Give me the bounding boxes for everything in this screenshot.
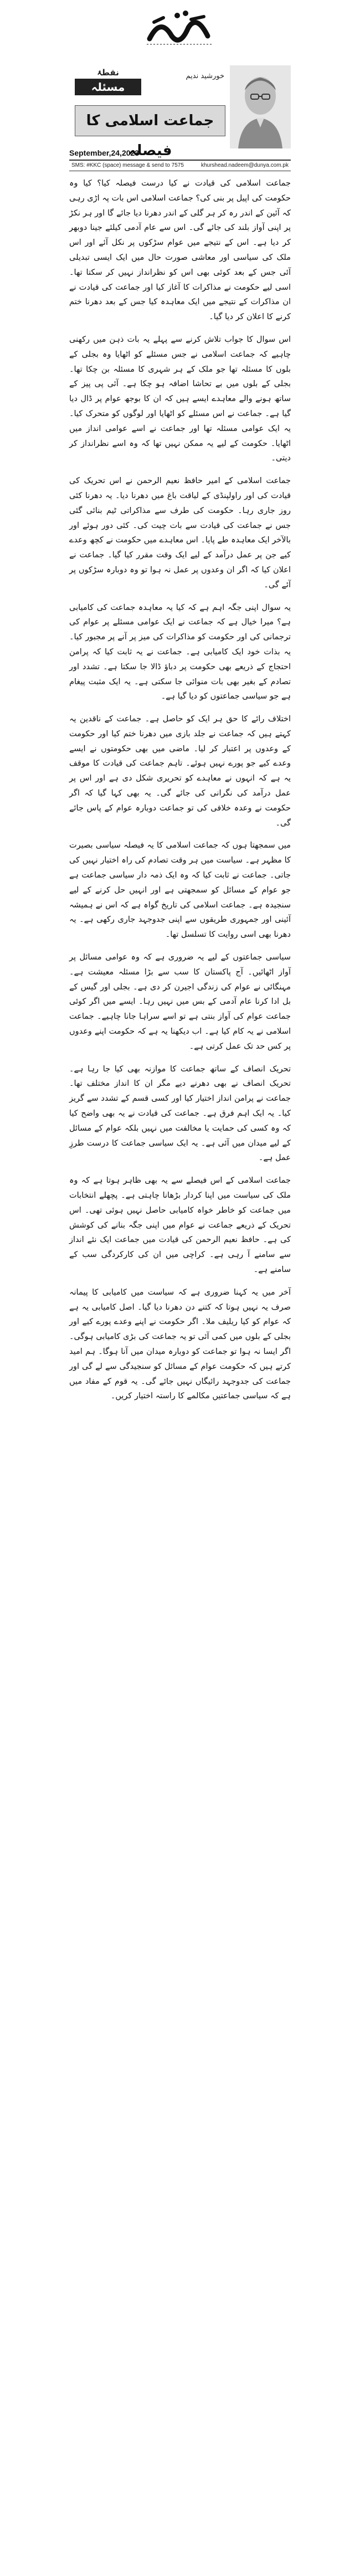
newspaper-logo <box>138 6 222 66</box>
author-photo <box>230 65 291 148</box>
column-headline: جماعت اسلامی کا فیصلہ <box>86 112 214 159</box>
article-paragraph: اس سوال کا جواب تلاش کرنے سے پہلے یہ بات ذہن میں رکھنی چاہیے کہ جماعت اسلامی نے جس مسئلے کو اٹھایا وہ بجلی کے بلوں کا مسئلہ تھا جو ملک کے ہر شہری کا مسئلہ بن چکا تھا۔ بجلی کے بلوں میں بے تحاشا اضافہ ہو چکا ہے۔ آئی پی پیز کے ساتھ ہونے والے معاہدے ایسے ہیں کہ ان کا بوجھ عوام پر ڈال دیا گیا ہے۔ جماعت نے اس مسئلے کو اٹھایا اور لوگوں کو متحرک کیا۔ یہ ایک عوامی مسئلہ تھا اور جماعت نے اسے عوامی انداز میں اٹھایا۔ حکومت کے لیے یہ ممکن نہیں تھا کہ وہ اسے نظرانداز کر دیتی۔ <box>69 335 291 463</box>
column-badge-title: مسئلہ <box>75 79 141 95</box>
article-paragraph: آخر میں یہ کہنا ضروری ہے کہ سیاست میں کامیابی کا پیمانہ صرف یہ نہیں ہوتا کہ کتنے دن دھرنا دیا گیا۔ اصل کامیابی یہ ہے کہ عوام کو کیا ریلیف ملا۔ اگر حکومت نے اپنے وعدے پورے کیے اور بجلی کے بلوں میں کمی آئی تو یہ جماعت کی بڑی کامیابی ہوگی۔ اگر ایسا نہ ہوا تو جماعت کو دوبارہ میدان میں آنا ہوگا۔ ہم امید کرتے ہیں کہ حکومت عوام کے مسائل کو سنجیدگی سے لے گی اور جماعت کی جدوجہد رائیگاں نہیں جائے گی۔ یہ قوم کے مفاد میں ہے کہ سیاسی جماعتیں مکالمے کا راستہ اختیار کریں۔ <box>69 1287 291 1401</box>
logo-graphic <box>138 6 222 66</box>
contact-strip <box>69 160 291 171</box>
sms-instructions: SMS: #KKC (space) message & send to 7575 <box>71 162 184 168</box>
article-paragraph: یہ سوال اپنی جگہ اہم ہے کہ کیا یہ معاہدہ جماعت کی کامیابی ہے؟ میرا خیال ہے کہ جماعت نے ایک عوامی مسئلے پر عوام کی ترجمانی کی اور حکومت کو مذاکرات کی میز پر آنے پر مجبور کیا۔ یہ بذات خود ایک کامیابی ہے۔ جماعت نے یہ ثابت کیا کہ پرامن احتجاج کے ذریعے بھی حکومت پر دباؤ ڈالا جا سکتا ہے۔ تشدد اور تصادم کے بغیر بھی بات منوائی جا سکتی ہے۔ یہ ایک مثبت پیغام ہے جو سیاسی جماعتوں کو دیا گیا ہے۔ <box>69 603 291 701</box>
author-name: خورشید ندیم <box>186 72 224 80</box>
article-paragraph: جماعت اسلامی کے امیر حافظ نعیم الرحمن نے اس تحریک کی قیادت کی اور راولپنڈی کے لیاقت باغ میں دھرنا دیا۔ یہ دھرنا کئی روز جاری رہا۔ حکومت کی طرف سے مذاکراتی ٹیم بنائی گئی جس نے جماعت کی قیادت سے بات چیت کی۔ کئی دور ہوئے اور بالآخر ایک معاہدہ طے پایا۔ اس معاہدے میں حکومت نے کچھ وعدے کیے جن پر عمل درآمد کے لیے ایک وقت مقرر کیا گیا۔ جماعت نے اعلان کیا کہ اگر ان وعدوں پر عمل نہ ہوا تو وہ دوبارہ سڑکوں پر آئے گی۔ <box>69 476 291 589</box>
article-body <box>69 176 291 1412</box>
publish-date: September,24,2023 <box>69 148 140 157</box>
author-email: khurshead.nadeem@dunya.com.pk <box>200 162 289 168</box>
article-paragraph: سیاسی جماعتوں کے لیے یہ ضروری ہے کہ وہ عوامی مسائل پر آواز اٹھائیں۔ آج پاکستان کا سب سے بڑا مسئلہ معیشت ہے۔ مہنگائی نے عوام کی زندگی اجیرن کر دی ہے۔ بجلی اور گیس کے بل ادا کرنا عام آدمی کے بس میں نہیں رہا۔ ایسے میں اگر کوئی جماعت عوام کی آواز بنتی ہے تو اسے سراہا جانا چاہیے۔ جماعت اسلامی نے یہ کام کیا ہے۔ اب دیکھنا یہ ہے کہ حکومت اپنے وعدوں پر کس حد تک عمل کرتی ہے۔ <box>69 953 291 1051</box>
column-badge-top: نقطۂ <box>97 68 119 78</box>
article-paragraph: میں سمجھتا ہوں کہ جماعت اسلامی کا یہ فیصلہ سیاسی بصیرت کا مظہر ہے۔ سیاست میں ہر وقت تصادم کی راہ اختیار نہیں کی جاتی۔ جماعت نے ثابت کیا کہ وہ ایک ذمہ دار سیاسی جماعت ہے جو عوام کے مسائل کو سمجھتی ہے اور انہیں حل کرنے کے لیے سنجیدہ ہے۔ جماعت اسلامی کی تاریخ گواہ ہے کہ اس نے ہمیشہ آئینی اور جمہوری طریقوں سے اپنی جدوجہد جاری رکھی ہے۔ یہ دھرنا بھی اسی روایت کا تسلسل تھا۔ <box>69 841 291 940</box>
author-portrait-image <box>230 65 291 148</box>
article-paragraph: اختلاف رائے کا حق ہر ایک کو حاصل ہے۔ جماعت کے ناقدین یہ کہتے ہیں کہ جماعت نے جلد بازی میں دھرنا ختم کیا اور حکومت کے وعدوں پر اعتبار کر لیا۔ ماضی میں بھی حکومتوں نے ایسے وعدے کیے جو پورے نہیں ہوئے۔ تاہم جماعت کی قیادت کا موقف یہ ہے کہ انہوں نے معاہدے کو تحریری شکل دی ہے اور اس پر عمل درآمد کی نگرانی کی جائے گی۔ یہ بھی کہا گیا کہ اگر حکومت نے وعدہ خلافی کی تو جماعت دوبارہ عوام کے پاس جائے گی۔ <box>69 715 291 828</box>
article-paragraph: تحریک انصاف کے ساتھ جماعت کا موازنہ بھی کیا جا رہا ہے۔ تحریک انصاف نے بھی دھرنے دیے مگر ان کا انداز مختلف تھا۔ جماعت نے پرامن انداز اختیار کیا اور کسی قسم کے تشدد سے گریز کیا۔ یہ ایک اہم فرق ہے۔ جماعت کی قیادت نے یہ بھی واضح کیا کہ وہ کسی کی حمایت یا مخالفت میں نہیں بلکہ عوام کے مسائل کے لیے میدان میں آئی ہے۔ یہ ایک سیاسی جماعت کا درست طرزِ عمل ہے۔ <box>69 1064 291 1163</box>
article-paragraph: جماعت اسلامی کی قیادت نے کیا درست فیصلہ کیا؟ کیا وہ حکومت کی اپیل پر بنی کی؟ جماعت اسلامی اس بات پہ اڑی رہی کہ آئین کے اندر رہ کر ہر گلی کے اندر دھرنا دیا جائے گا اور ہر نکڑ پر اپنی آواز بلند کی جائے گی۔ اس سے عام آدمی کیلئے جینا دوبھر کر دیا ہے۔ اس کے نتیجے میں عوام سڑکوں پر نکل آئے اور اس ملک کی سیاسی اور معاشی صورت حال میں ایک ایسی تبدیلی آئی جس کے بعد کوئی بھی اس کو نظرانداز نہیں کر سکتا تھا۔ اسی لیے حکومت نے مذاکرات کا آغاز کیا اور جماعت کی قیادت نے ان مذاکرات کے نتیجے میں ایک معاہدہ کیا جس کے بعد دھرنا ختم کرنے کا اعلان کر دیا گیا۔ <box>69 179 291 322</box>
column-badge <box>75 68 141 100</box>
article-paragraph: جماعت اسلامی کے اس فیصلے سے یہ بھی ظاہر ہوتا ہے کہ وہ ملک کی سیاست میں اپنا کردار بڑھانا چاہتی ہے۔ پچھلے انتخابات میں جماعت کو خاطر خواہ کامیابی حاصل نہیں ہوئی تھی۔ اس تحریک کے ذریعے جماعت نے عوام میں اپنی جگہ بنانے کی کوشش کی ہے۔ حافظ نعیم الرحمن کی قیادت میں جماعت ایک نئے انداز سے سامنے آ رہی ہے۔ کراچی میں ان کی کارکردگی سب کے سامنے ہے۔ <box>69 1176 291 1274</box>
